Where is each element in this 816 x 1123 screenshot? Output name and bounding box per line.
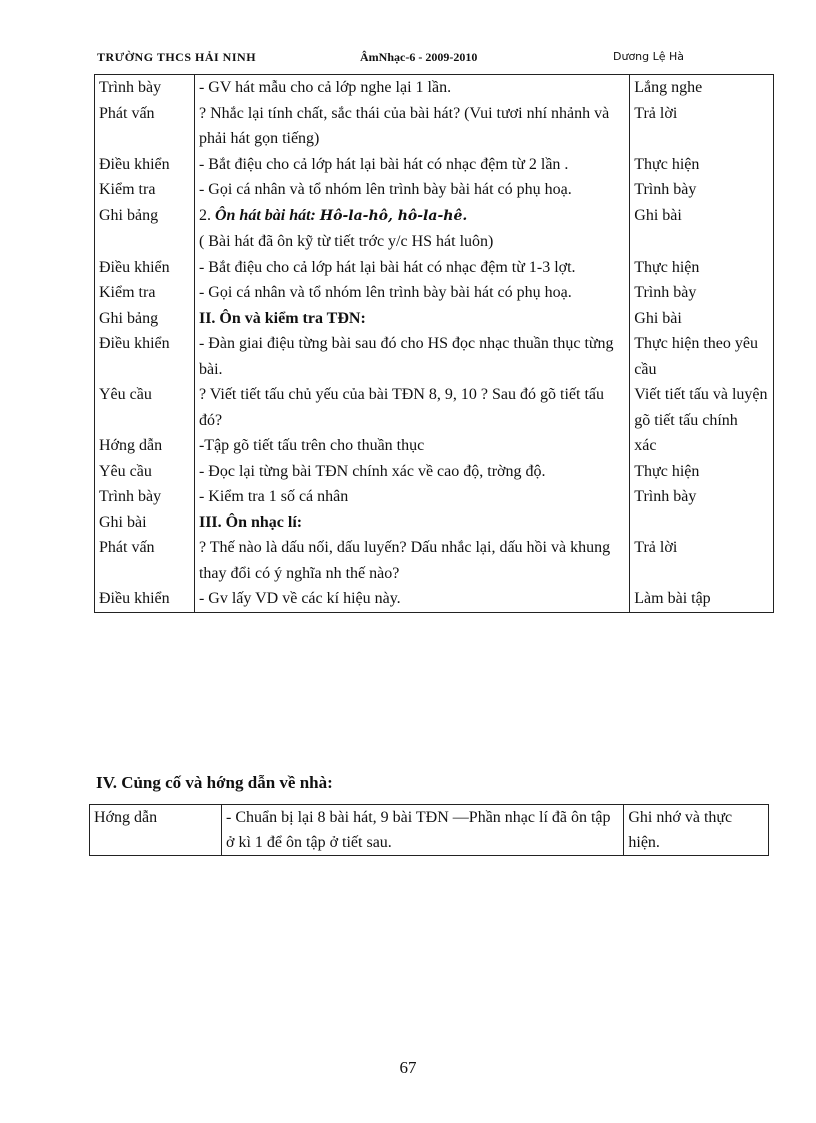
table-row — [95, 484, 774, 510]
song-review-heading: Ôn hát bài hát: — [214, 206, 320, 224]
student-cell: Ghi bài — [630, 203, 774, 255]
activity-cell: Điều khiển — [95, 255, 195, 281]
activity-cell: Ghi bài — [95, 510, 195, 536]
content-cell: - Bắt điệu cho cả lớp hát lại bài hát có nhạc đệm từ 1-3 lợt. — [194, 255, 629, 281]
content-cell: - Bắt điệu cho cả lớp hát lại bài hát có nhạc đệm từ 2 lần . — [194, 152, 629, 178]
student-cell: Ghi bài — [630, 306, 774, 332]
activity-cell: Hớng dẫn — [90, 805, 222, 856]
table-row — [95, 101, 774, 152]
activity-cell: Điều khiển — [95, 152, 195, 178]
content-cell: - Gọi cá nhân và tổ nhóm lên trình bày bài hát có phụ hoạ. — [194, 177, 629, 203]
student-cell: Thực hiện — [630, 255, 774, 281]
content-cell: - Đàn giai điệu từng bài sau đó cho HS đọc nhạc thuần thục từng bài. — [194, 331, 629, 382]
content-cell: - Chuẩn bị lại 8 bài hát, 9 bài TĐN —Phần nhạc lí đã ôn tập ở kì 1 để ôn tập ở tiết sau. — [222, 805, 624, 856]
song-note: ( Bài hát đã ôn kỹ từ tiết trớc y/c HS hát luôn) — [198, 233, 494, 250]
student-cell: Trả lời — [630, 535, 774, 586]
page-number: 67 — [399, 1058, 417, 1077]
content-cell — [194, 203, 629, 255]
student-cell: Thực hiện — [630, 459, 774, 485]
content-cell: ? Viết tiết tấu chủ yếu của bài TĐN 8, 9, 10 ? Sau đó gõ tiết tấu đó? — [194, 382, 629, 433]
content-cell: - Gv lấy VD về các kí hiệu này. — [194, 586, 629, 612]
table-row — [95, 535, 774, 586]
student-cell: Trình bày — [630, 280, 774, 306]
table-row — [95, 306, 774, 332]
content-cell: - Kiểm tra 1 số cá nhân — [194, 484, 629, 510]
song-title: Hô-la-hô, hô-la-hê. — [319, 207, 468, 224]
table-row — [95, 152, 774, 178]
header-author: Dương Lệ Hà — [613, 50, 685, 63]
content-cell: ? Thế nào là dấu nối, dấu luyến? Dấu nhắc lại, dấu hồi và khung thay đổi có ý nghĩa nh thế nào? — [194, 535, 629, 586]
student-cell: Trình bày — [630, 177, 774, 203]
student-cell: Thực hiện theo yêu cầu — [630, 331, 774, 382]
section-4-title: IV. Củng cố và hớng dẫn về nhà: — [96, 773, 333, 792]
content-cell: - GV hát mẫu cho cả lớp nghe lại 1 lần. — [194, 75, 629, 101]
student-cell: Ghi nhớ và thực hiện. — [624, 805, 769, 856]
activity-cell: Điều khiển — [95, 586, 195, 612]
table-row — [95, 510, 774, 536]
content-cell: -Tập gõ tiết tấu trên cho thuần thục — [194, 433, 629, 459]
student-cell: Làm bài tập — [630, 586, 774, 612]
table-row — [95, 459, 774, 485]
content-cell: ? Nhắc lại tính chất, sắc thái của bài hát? (Vui tươi nhí nhảnh và phải hát gọn tiếng) — [194, 101, 629, 152]
table-row — [95, 177, 774, 203]
page-header — [95, 48, 775, 68]
content-cell: - Đọc lại từng bài TĐN chính xác về cao độ, trờng độ. — [194, 459, 629, 485]
section-heading: II. Ôn và kiểm tra TĐN: — [194, 306, 629, 332]
activity-cell: Ghi bảng — [95, 203, 195, 255]
student-cell: Trả lời — [630, 101, 774, 152]
content-cell: - Gọi cá nhân và tổ nhóm lên trình bày bài hát có phụ hoạ. — [194, 280, 629, 306]
student-cell: Viết tiết tấu và luyện gõ tiết tấu chính — [630, 382, 774, 433]
activity-cell: Yêu cầu — [95, 459, 195, 485]
activity-cell: Điều khiển — [95, 331, 195, 382]
table-row — [95, 280, 774, 306]
activity-cell: Yêu cầu — [95, 382, 195, 433]
table-row — [95, 382, 774, 433]
item-number: 2. — [198, 206, 215, 224]
homework-table — [89, 804, 769, 856]
activity-cell: Trình bày — [95, 75, 195, 101]
activity-cell: Hớng dẫn — [95, 433, 195, 459]
table-row — [95, 433, 774, 459]
activity-cell: Phát vấn — [95, 535, 195, 586]
activity-cell: Trình bày — [95, 484, 195, 510]
student-cell: Thực hiện — [630, 152, 774, 178]
activity-cell: Kiểm tra — [95, 280, 195, 306]
table-row — [90, 805, 769, 856]
student-cell: Lắng nghe — [630, 75, 774, 101]
activity-cell: Phát vấn — [95, 101, 195, 152]
student-cell — [630, 510, 774, 536]
table-row — [95, 331, 774, 382]
student-cell: xác — [630, 433, 774, 459]
table-row — [95, 203, 774, 255]
header-school: TRƯỜNG THCS HẢI NINH — [97, 50, 257, 64]
activity-cell: Kiểm tra — [95, 177, 195, 203]
student-cell: Trình bày — [630, 484, 774, 510]
activity-cell: Ghi bảng — [95, 306, 195, 332]
table-row — [95, 255, 774, 281]
table-row — [95, 586, 774, 612]
table-row — [95, 75, 774, 101]
header-subject: ÂmNhạc-6 - 2009-2010 — [360, 50, 478, 64]
lesson-table — [94, 74, 774, 613]
section-heading: III. Ôn nhạc lí: — [194, 510, 629, 536]
